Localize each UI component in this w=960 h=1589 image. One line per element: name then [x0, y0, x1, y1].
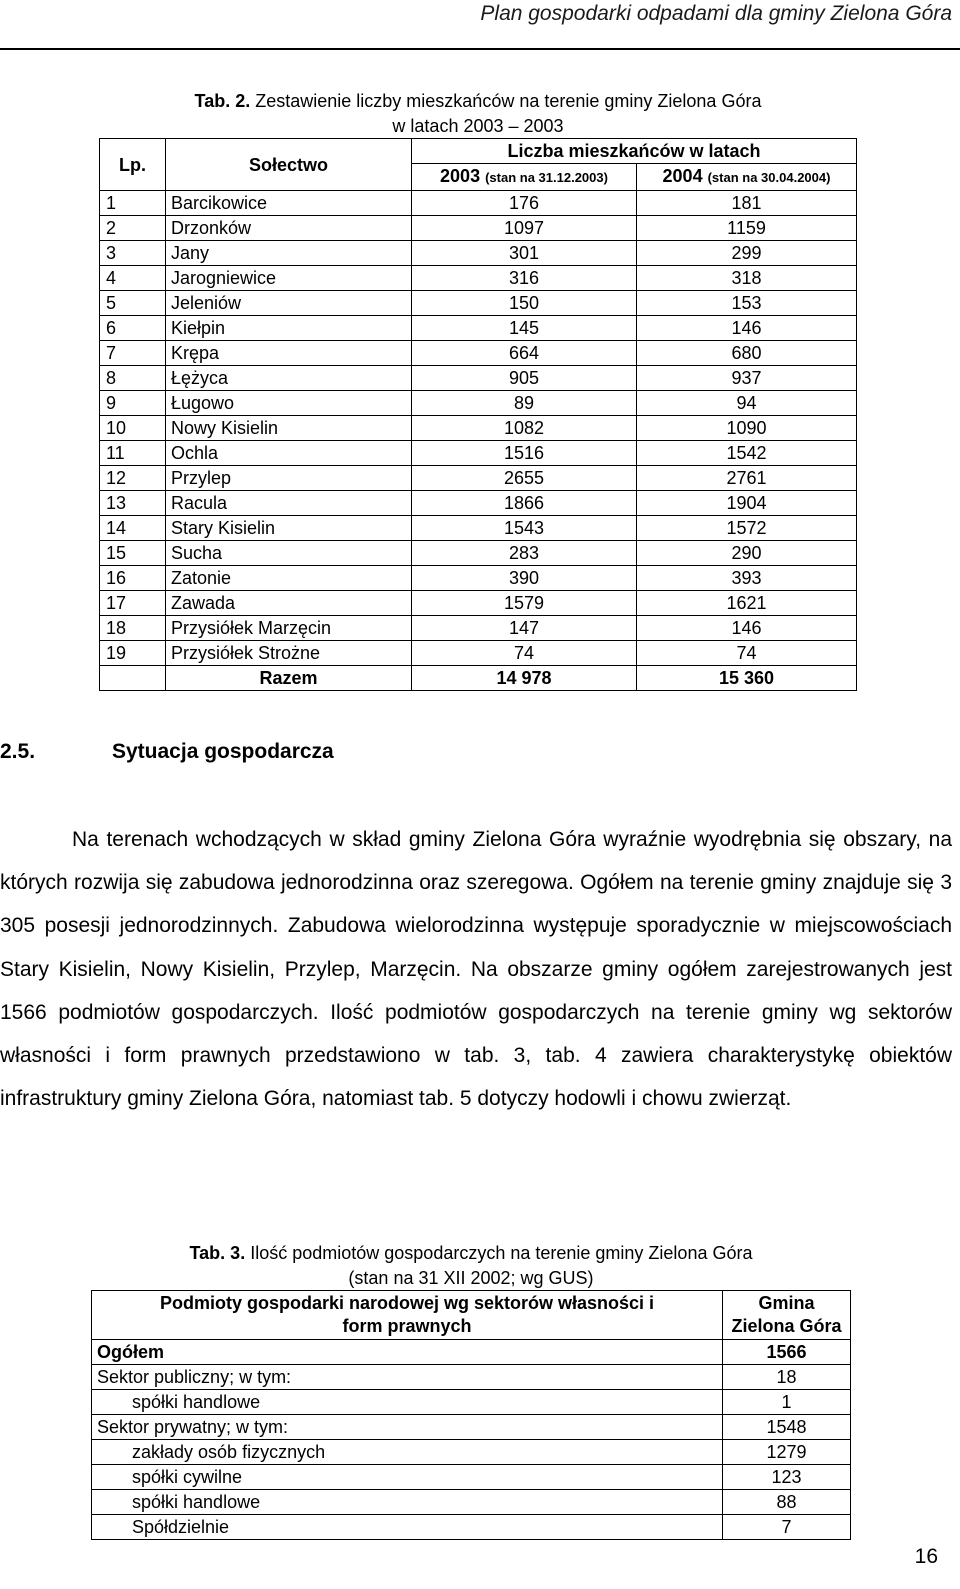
table-row: 8 Łężyca 905 937	[100, 366, 857, 391]
table2-caption	[99, 89, 857, 139]
table-row: 18 Przysiółek Marzęcin 147 146	[100, 616, 857, 641]
table3-caption-line2: (stan na 31 XII 2002; wg GUS)	[348, 1268, 594, 1288]
table-row: 19 Przysiółek Strożne 74 74	[100, 641, 857, 666]
table2-caption-line2: w latach 2003 – 2003	[392, 116, 564, 136]
table-row: 13 Racula 1866 1904	[100, 491, 857, 516]
document-header-title: Plan gospodarki odpadami dla gminy Zielona Góra	[480, 2, 952, 25]
table-row: Ogółem 1566	[92, 1340, 851, 1365]
table-row: Sektor publiczny; w tym: 18	[92, 1365, 851, 1390]
table-row: Spółdzielnie 7	[92, 1515, 851, 1540]
table-row: 6 Kiełpin 145 146	[100, 316, 857, 341]
section-title: Sytuacja gospodarcza	[112, 740, 334, 763]
table3-caption-line1: Ilość podmiotów gospodarczych na terenie gminy Zielona Góra	[250, 1243, 753, 1263]
total-label: Razem	[166, 666, 412, 691]
body-paragraph	[0, 818, 952, 1120]
col-header-gmina: Gmina Zielona Góra	[723, 1291, 851, 1340]
section-number: 2.5.	[0, 740, 36, 763]
table-total-row	[100, 666, 857, 691]
header-divider	[0, 48, 960, 50]
business-entities-table	[91, 1290, 851, 1540]
paragraph-text: Na terenach wchodzących w skład gminy Zielona Góra wyraźnie wyodrębnia się obszary, na których rozwija się zabudowa jednorodzinna oraz szeregowa. Ogółem na terenie gminy znajduje się 3 305 posesji jednorodzinnych. Zabudowa wielorodzinna występuje sporadycznie w miejscowościach Stary Kisielin, Nowy Kisielin, Przylep, Marzęcin. Na obszarze gminy ogółem zarejestrowanych jest 1566 podmiotów gospodarczych. Ilość podmiotów gospodarczych na terenie gminy wg sektorów własności i form prawnych przedstawiono w tab. 3, tab. 4 zawiera charakterystykę obiektów infrastruktury gminy Zielona Góra, natomiast tab. 5 dotyczy hodowli i chowu zwierząt.	[0, 828, 952, 1111]
table3-caption-label: Tab. 3.	[189, 1243, 246, 1263]
table-row: Sektor prywatny; w tym: 1548	[92, 1415, 851, 1440]
table-row: spółki cywilne 123	[92, 1465, 851, 1490]
col-header-2003: 2003 (stan na 31.12.2003)	[412, 164, 637, 191]
table-row: 16 Zatonie 390 393	[100, 566, 857, 591]
table-row: 15 Sucha 283 290	[100, 541, 857, 566]
table-row: 4 Jarogniewice 316 318	[100, 266, 857, 291]
table-row: 7 Krępa 664 680	[100, 341, 857, 366]
table-row: 1 Barcikowice 176 181	[100, 191, 857, 216]
population-table	[99, 138, 857, 691]
col-header-2004: 2004 (stan na 30.04.2004)	[637, 164, 857, 191]
total-2004: 15 360	[637, 666, 857, 691]
table-row: spółki handlowe 88	[92, 1490, 851, 1515]
table-row: zakłady osób fizycznych 1279	[92, 1440, 851, 1465]
table-row: 3 Jany 301 299	[100, 241, 857, 266]
table-row: 5 Jeleniów 150 153	[100, 291, 857, 316]
table-row: 14 Stary Kisielin 1543 1572	[100, 516, 857, 541]
table3-caption	[91, 1241, 851, 1291]
col-header-sectors: Podmioty gospodarki narodowej wg sektorów własności i form prawnych	[92, 1291, 723, 1340]
total-2003: 14 978	[412, 666, 637, 691]
col-header-solectwo: Sołectwo	[166, 139, 412, 191]
table-row: 11 Ochla 1516 1542	[100, 441, 857, 466]
table-row: 17 Zawada 1579 1621	[100, 591, 857, 616]
col-header-population-group: Liczba mieszkańców w latach	[412, 139, 857, 164]
table-row: spółki handlowe 1	[92, 1390, 851, 1415]
table-row: 10 Nowy Kisielin 1082 1090	[100, 416, 857, 441]
table2-caption-line1: Zestawienie liczby mieszkańców na terenie gminy Zielona Góra	[255, 91, 762, 111]
table-row: 12 Przylep 2655 2761	[100, 466, 857, 491]
col-header-lp: Lp.	[100, 139, 166, 191]
page-number: 16	[914, 1545, 938, 1568]
table2-caption-label: Tab. 2.	[194, 91, 251, 111]
table-row: 9 Ługowo 89 94	[100, 391, 857, 416]
table-row: 2 Drzonków 1097 1159	[100, 216, 857, 241]
section-heading	[0, 740, 334, 764]
